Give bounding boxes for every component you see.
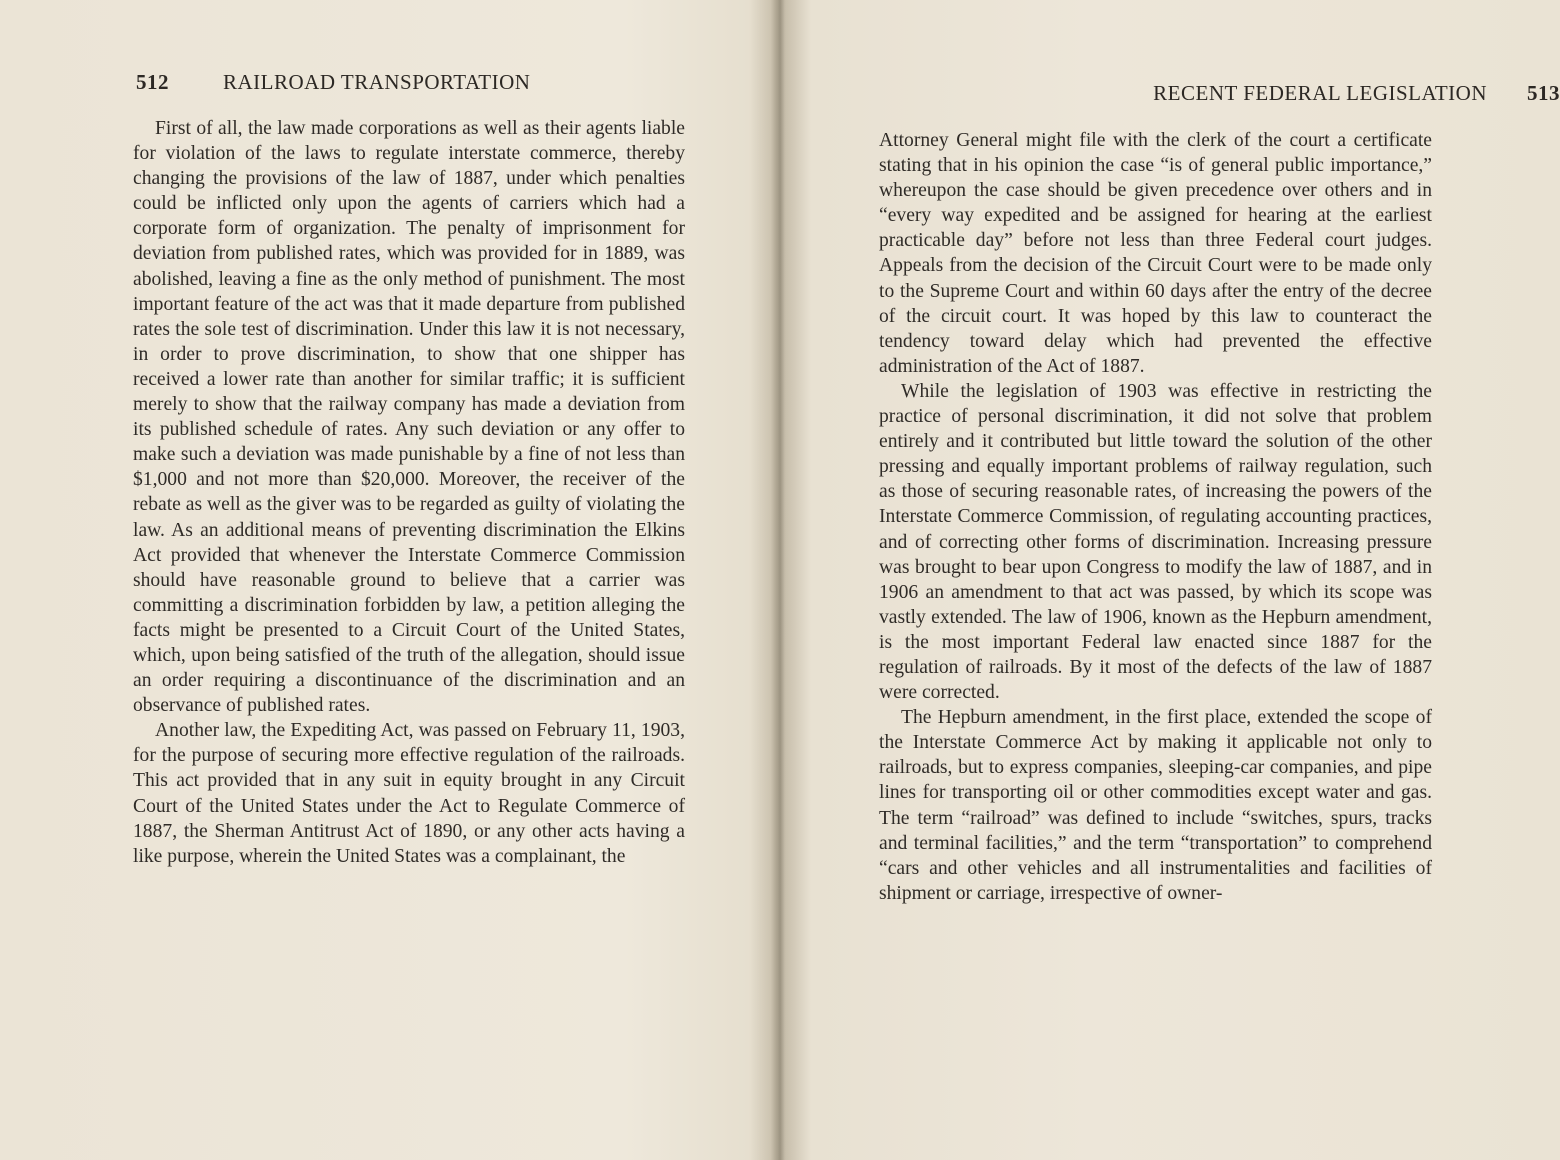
right-running-title: RECENT FEDERAL LEGISLATION xyxy=(1153,81,1487,105)
left-running-head xyxy=(136,70,696,95)
right-page-number: 513 xyxy=(1527,81,1560,105)
left-paragraph-1: First of all, the law made corporations as well as their agents liable for violation of the laws to regulate interstate commerce, thereby changing the provisions of the law of 1887, under which penalties could be inflicted only upon the agents of carriers which had a corporate form of organization. The penalty of imprisonment for deviation from published rates, which was provided for in 1889, was abolished, leaving a fine as the only method of punishment. The most important feature of the act was that it made departure from published rates the sole test of discrimination. Under this law it is not necessary, in order to prove discrimination, to show that one shipper has received a lower rate than another for similar traffic; it is sufficient merely to show that the railway company has made a deviation from its published schedule of rates. Any such deviation or any offer to make such a deviation was made punishable by a fine of not less than $1,000 and not more than $20,000. Moreover, the receiver of the rebate as well as the giver was to be regarded as guilty of violating the law. As an additional means of preventing discrimination the Elkins Act provided that whenever the Interstate Commerce Commission should have reasonable ground to believe that a carrier was committing a discrimination forbidden by law, a petition alleging the facts might be presented to a Circuit Court of the United States, which, upon being satisfied of the truth of the allegation, should issue an order requiring a discontinuance of the discrimination and an observance of published rates. xyxy=(133,118,685,717)
right-paragraph-3: The Hepburn amendment, in the first place, extended the scope of the Interstate Commerce Act by making it applicable not only to railroads, but to express companies, sleeping-car companies, and pipe lines for transporting oil or other commodities except water and gas. The term “railroad” was defined to include “switches, spurs, tracks and terminal facilities,” and the term “transportation” to comprehend “cars and other vehicles and all instrumentalities and facilities of shipment or carriage, irrespective of owner- xyxy=(879,707,1432,904)
right-page xyxy=(790,0,1560,1160)
left-running-title: RAILROAD TRANSPORTATION xyxy=(223,70,531,94)
left-page xyxy=(0,0,770,1160)
right-paragraph-2: While the legislation of 1903 was effective in restricting the practice of personal discrimination, it did not solve that problem entirely and it contributed but little toward the solution of the other pressing and equally important problems of railway regulation, such as those of securing reasonable rates, of increasing the powers of the Interstate Commerce Commission, of regulating accounting practices, and of correcting other forms of discrimination. Increasing pressure was brought to bear upon Congress to modify the law of 1887, and in 1906 an amendment to that act was passed, by which its scope was vastly extended. The law of 1906, known as the Hepburn amendment, is the most important Federal law enacted since 1887 for the regulation of railroads. By it most of the defects of the law of 1887 were corrected. xyxy=(879,380,1432,704)
left-body-text xyxy=(133,116,685,869)
right-running-head xyxy=(950,81,1560,106)
left-paragraph-2: Another law, the Expediting Act, was passed on February 11, 1903, for the purpose of securing more effective regulation of the railroads. This act provided that in any suit in equity brought in any Circuit Court of the United States under the Act to Regulate Commerce of 1887, the Sherman Antitrust Act of 1890, or any other acts having a like purpose, wherein the United States was a complainant, the xyxy=(133,720,685,867)
right-body-text xyxy=(879,128,1432,906)
left-page-number: 512 xyxy=(136,70,169,94)
right-paragraph-1: Attorney General might file with the clerk of the court a certificate stating that in his opinion the case “is of general public importance,” whereupon the case should be given precedence over others and in “every way expedited and be assigned for hearing at the earliest practicable day” before not less than three Federal court judges. Appeals from the decision of the Circuit Court were to be made only to the Supreme Court and within 60 days after the entry of the decree of the circuit court. It was hoped by this law to counteract the tendency toward delay which had prevented the effective administration of the Act of 1887. xyxy=(879,130,1432,377)
